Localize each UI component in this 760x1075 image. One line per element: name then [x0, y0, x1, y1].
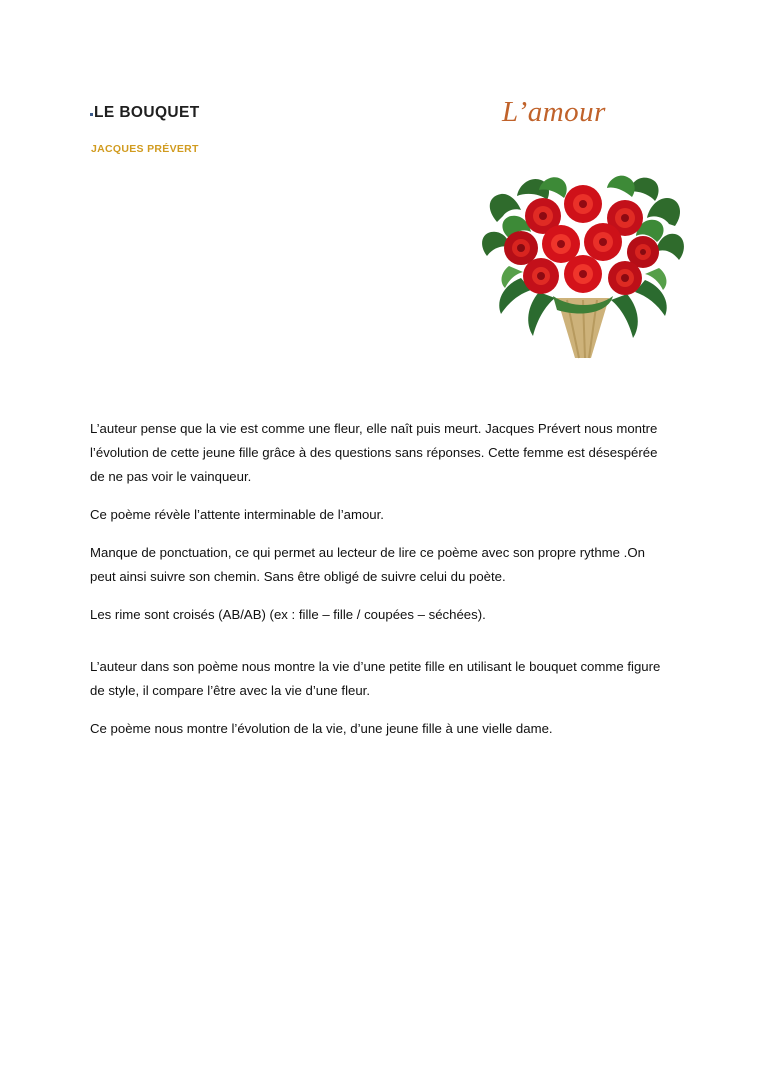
- page-title: [90, 104, 200, 122]
- author-name: JACQUES PRÉVERT: [91, 143, 199, 155]
- bouquet-of-red-roses-image: [479, 160, 689, 365]
- paragraph: L’auteur dans son poème nous montre la vie d’une petite fille en utilisant le bouquet comme figure de style, il compare l’être avec la vie d’une fleur.: [90, 659, 661, 698]
- theme-title: L’amour: [502, 96, 606, 128]
- paragraph: Ce poème nous montre l’évolution de la vie, d’une jeune fille à une vielle dame.: [90, 721, 553, 736]
- paragraph: Les rime sont croisés (AB/AB) (ex : fille – fille / coupées – séchées).: [90, 607, 486, 622]
- body-text: [90, 417, 670, 755]
- page-title-text: LE BOUQUET: [94, 104, 200, 121]
- paragraph: Ce poème révèle l’attente interminable de l’amour.: [90, 507, 384, 522]
- paragraph: L’auteur pense que la vie est comme une fleur, elle naît puis meurt. Jacques Prévert nous montre l’évolution de cette jeune fille grâce à des questions sans réponses. Cette femme est désespérée de ne pas voir le vainqueur.: [90, 421, 658, 484]
- bullet-marker-icon: [90, 113, 93, 116]
- paragraph: Manque de ponctuation, ce qui permet au lecteur de lire ce poème avec son propre rythme .On peut ainsi suivre son chemin. Sans être obligé de suivre celui du poète.: [90, 545, 645, 584]
